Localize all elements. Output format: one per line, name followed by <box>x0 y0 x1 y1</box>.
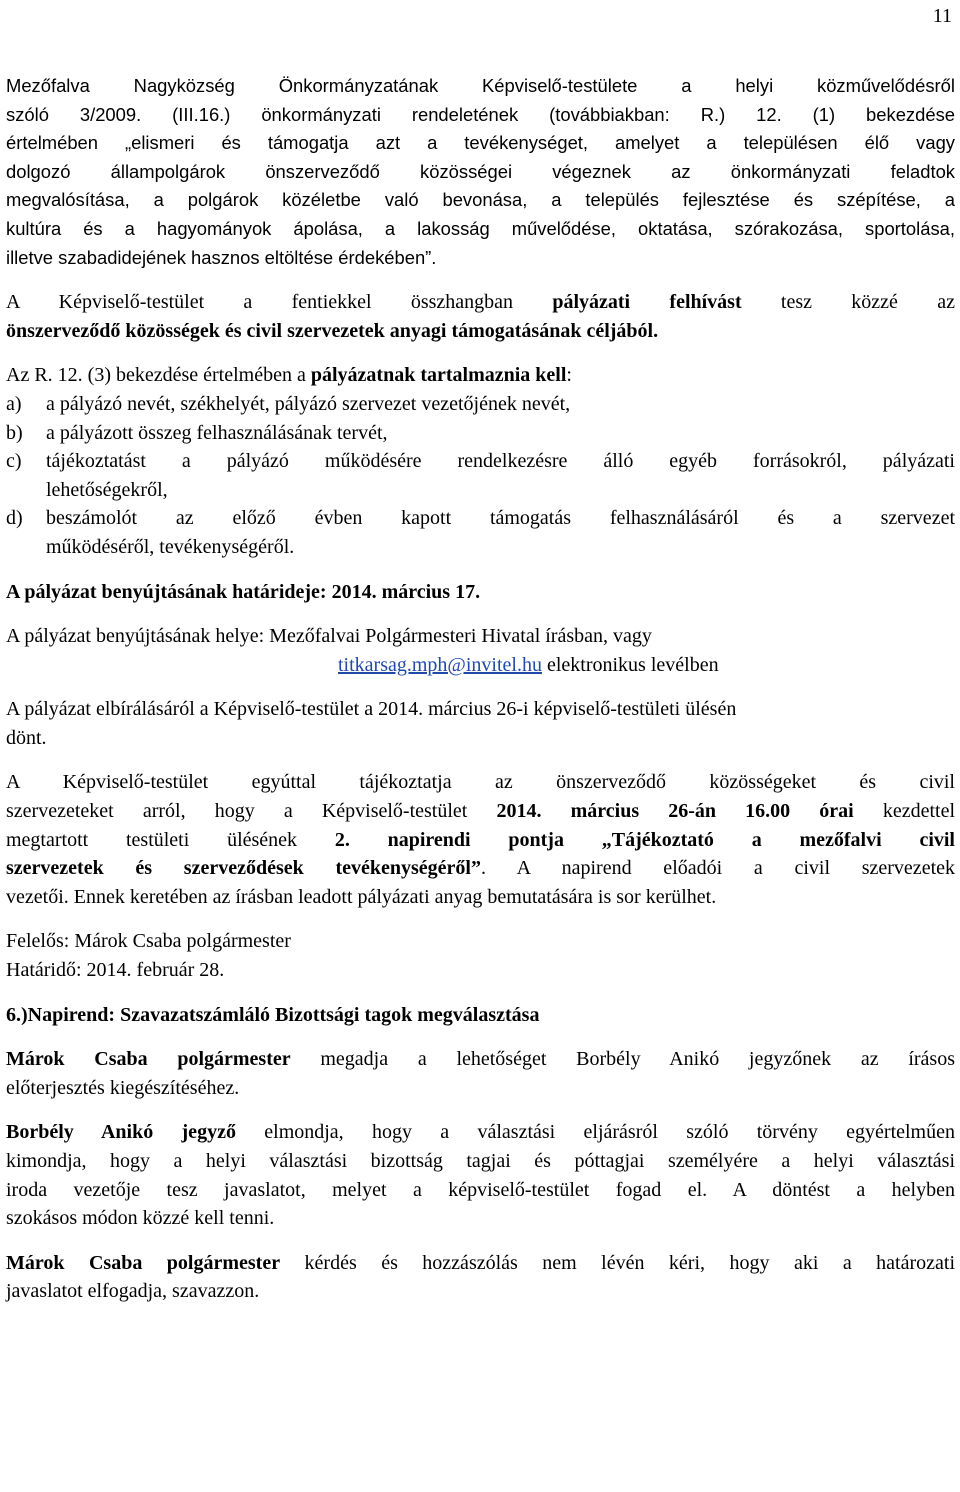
notary-paragraph <box>6 1118 955 1232</box>
speech-text: megadja a lehetőséget Borbély Anikó jegyzőnek az írásos <box>290 1048 956 1071</box>
speaker-name: Márok Csaba polgármester <box>6 1251 281 1274</box>
mayor-paragraph-1 <box>6 1045 955 1102</box>
notice-text: . A napirend előadói a civil szervezetek <box>480 857 955 880</box>
list-item-text: beszámolót az előző évben kapott támogatás felhasználásáról és a szervezet <box>46 507 955 530</box>
call-bold: pályázati felhívást <box>552 291 742 314</box>
list-item-label: b) <box>6 421 23 444</box>
list-item-text: a pályázott összeg felhasználásának tervét, <box>46 421 388 444</box>
requirements-bold: pályázatnak tartalmaznia kell <box>310 364 567 387</box>
requirements-colon: : <box>566 364 572 387</box>
evaluation-paragraph <box>6 695 955 752</box>
speech-text: kérdés és hozzászólás nem lévén kéri, hogy aki a határozati <box>280 1251 955 1274</box>
notice-date: 2014. március 26-án 16.00 órai <box>496 800 854 823</box>
list-item-text: lehetőségekről, <box>46 478 168 501</box>
speech-text: elmondja, hogy a választási eljárásról szóló törvény egyértelműen <box>235 1121 955 1144</box>
list-item <box>6 447 955 504</box>
mayor-paragraph-2 <box>6 1249 955 1306</box>
call-text: A Képviselő-testület a fentiekkel összhangban <box>6 291 553 314</box>
requirements-intro: Az R. 12. (3) bekezdése értelmében a <box>6 364 311 387</box>
agenda-heading: 6.)Napirend: Szavazatszámláló Bizottsági tagok megválasztása <box>6 1003 540 1026</box>
speaker-name: Borbély Anikó jegyző <box>6 1121 236 1144</box>
notice-text: kezdettel <box>853 800 956 823</box>
responsibility-block <box>6 927 955 984</box>
list-item <box>6 504 955 561</box>
call-text: tesz közzé az <box>741 291 955 314</box>
submission-line: A pályázat benyújtásának helye: Mezőfalvai Polgármesteri Hivatal írásban, vagy <box>6 625 652 648</box>
speech-text: iroda vezetője tesz javaslatot, melyet a képviselő-testület fogad el. A döntést a helyben <box>6 1178 955 1201</box>
intro-line: illetve szabadidejének hasznos eltöltése érdekében”. <box>6 246 437 268</box>
intro-line: kultúra és a hagyományok ápolása, a lakosság művelődése, oktatása, szórakozása, sportolása, <box>6 217 955 239</box>
intro-line: megvalósítása, a polgárok közéletbe való bevonása, a település fejlesztése és szépítése, a <box>6 189 955 211</box>
notice-line: vezetői. Ennek keretében az írásban leadott pályázati anyag bemutatására is sor kerülhet. <box>6 885 717 908</box>
speech-text: szokásos módon közzé kell tenni. <box>6 1207 275 1230</box>
submission-paragraph <box>6 622 955 679</box>
notice-text: szervezeteket arról, hogy a Képviselő-testület <box>6 800 497 823</box>
responsible: Felelős: Márok Csaba polgármester <box>6 930 291 953</box>
list-item-label: c) <box>6 450 22 473</box>
list-item-text: tájékoztatást a pályázó működésére rendelkezésre álló egyéb forrásokról, pályázati <box>46 450 955 473</box>
evaluation-line: dönt. <box>6 726 47 749</box>
deadline: A pályázat benyújtásának határideje: 2014. március 17. <box>6 580 481 603</box>
list-item-label: a) <box>6 392 22 415</box>
intro-line: dolgozó állampolgárok önszerveződő közösségei végeznek az önkormányzati feladtok <box>6 160 955 182</box>
requirements-section <box>6 361 955 561</box>
speech-text: javaslatot elfogadja, szavazzon. <box>6 1280 260 1303</box>
notice-agenda: szervezetek és szerveződések tevékenységéről” <box>6 857 481 880</box>
requirements-list <box>6 390 955 562</box>
speech-text: kimondja, hogy a helyi választási bizottság tagjai és póttagjai személyére a helyi választási <box>6 1150 955 1172</box>
submission-tail: elektronikus levélben <box>541 653 719 676</box>
document-body <box>6 72 955 1306</box>
list-item <box>6 419 955 448</box>
list-item <box>6 390 955 419</box>
notice-paragraph <box>6 768 955 911</box>
intro-paragraph <box>6 72 955 272</box>
call-paragraph <box>6 288 955 345</box>
speaker-name: Márok Csaba polgármester <box>6 1048 291 1071</box>
due-date: Határidő: 2014. február 28. <box>6 959 225 982</box>
page-number: 11 <box>932 5 952 27</box>
speech-text: előterjesztés kiegészítéséhez. <box>6 1076 240 1099</box>
intro-line: értelmében „elismeri és támogatja azt a tevékenységet, amelyet a településen élő vagy <box>6 132 955 154</box>
notice-line: A Képviselő-testület egyúttal tájékoztatja az önszerveződő közösségeket és civil <box>6 771 955 794</box>
notice-agenda: 2. napirendi pontja „Tájékoztató a mezőfalvi civil <box>334 828 955 851</box>
list-item-label: d) <box>6 507 23 530</box>
notice-text: megtartott testületi ülésének <box>6 828 335 851</box>
list-item-text: működéséről, tevékenységéről. <box>46 535 295 558</box>
list-item-text: a pályázó nevét, székhelyét, pályázó szervezet vezetőjének nevét, <box>46 392 571 415</box>
evaluation-line: A pályázat elbírálásáról a Képviselő-testület a 2014. március 26-i képviselő-testületi ülésén <box>6 698 737 721</box>
intro-line: szóló 3/2009. (III.16.) önkormányzati rendeletének (továbbiakban: R.) 12. (1) bekezdése <box>6 103 955 125</box>
intro-line: Mezőfalva Nagyközség Önkormányzatának Képviselő-testülete a helyi közművelődésről <box>6 75 955 96</box>
call-purpose: önszerveződő közösségek és civil szervezetek anyagi támogatásának céljából. <box>6 319 659 342</box>
email-link[interactable]: titkarsag.mph@invitel.hu <box>338 653 542 676</box>
